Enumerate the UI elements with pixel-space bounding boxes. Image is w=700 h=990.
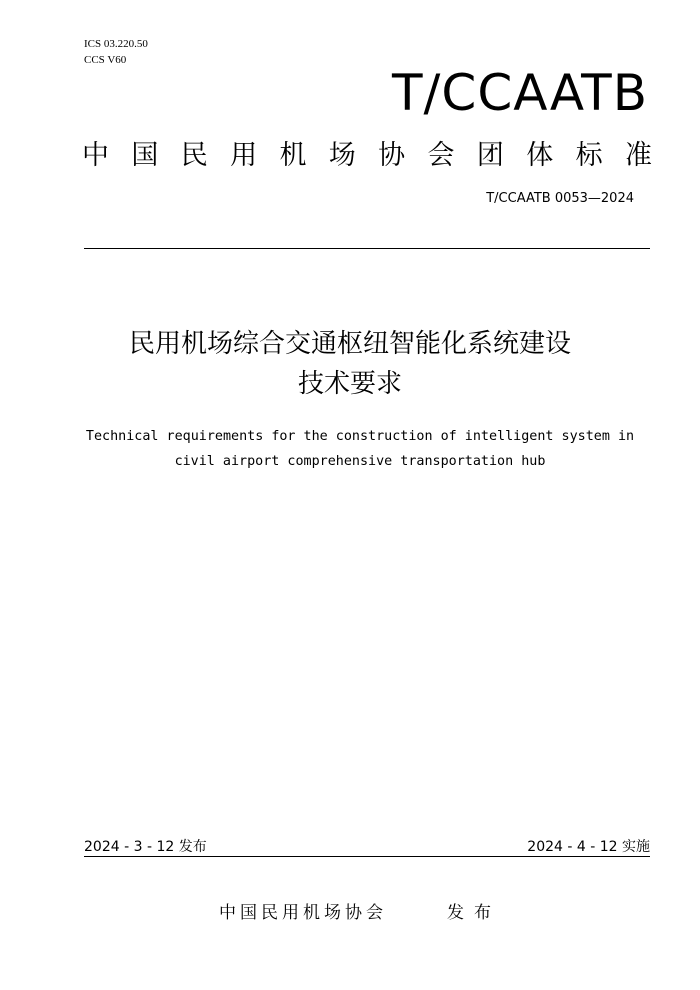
heading-char: 用 [230, 140, 258, 171]
standard-number: T/CCAATB 0053—2024 [486, 191, 634, 206]
chinese-title-line-2: 技术要求 [297, 369, 402, 399]
implementation-date: 2024 - 4 - 12 实施 [527, 839, 650, 855]
issue-date: 2024 - 3 - 12 发布 [84, 839, 207, 855]
heading-char: 标 [575, 140, 603, 171]
heading-char: 中 [82, 140, 109, 171]
heading-char: 民 [180, 140, 208, 171]
standard-brand-mark: T/CCAATB [392, 64, 648, 122]
heading-char: 国 [131, 140, 159, 171]
heading-char: 场 [328, 140, 356, 171]
header-divider [84, 248, 650, 249]
heading-char: 协 [378, 140, 406, 171]
heading-char: 体 [526, 140, 554, 171]
chinese-title-line-1: 民用机场综合交通枢纽智能化系统建设 [128, 329, 571, 359]
heading-char: 准 [624, 140, 652, 171]
publisher-name: 中国民用机场协会 [219, 903, 387, 923]
english-title-line-2: civil airport comprehensive transportation hub [174, 454, 546, 469]
heading-char: 机 [279, 140, 307, 171]
heading-char: 团 [476, 140, 504, 171]
association-standard-heading [82, 138, 652, 174]
ccs-code: CCS V60 [84, 54, 127, 66]
heading-char: 会 [427, 140, 455, 171]
publish-label: 发布 [447, 903, 501, 923]
english-title-line-1: Technical requirements for the construction of intelligent system in [85, 429, 635, 444]
ics-code: ICS 03.220.50 [84, 38, 148, 50]
footer-divider [84, 856, 650, 857]
